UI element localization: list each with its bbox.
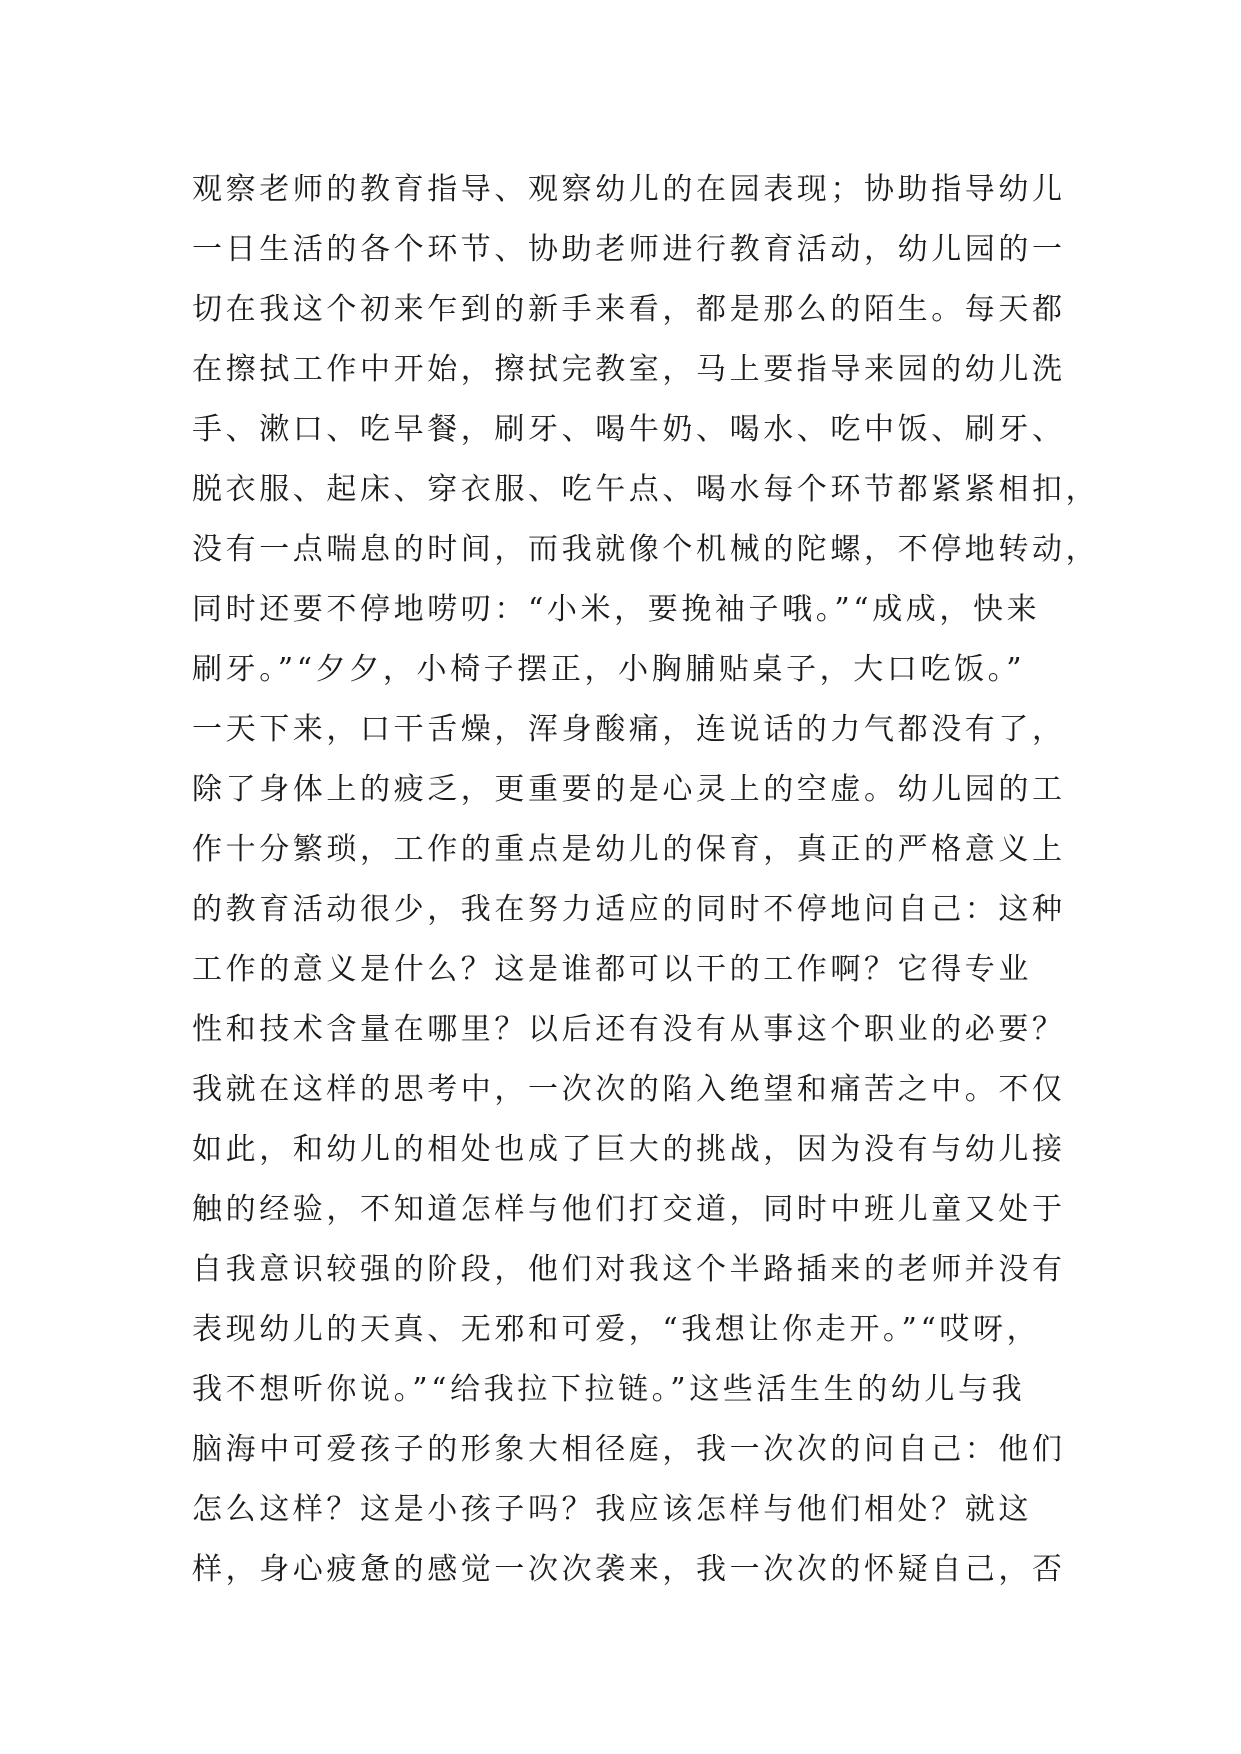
text-line: 的教育活动很少，我在努力适应的同时不停地问自己：这种 <box>192 892 1066 927</box>
text-line: 一天下来，口干舌燥，浑身酸痛，连说话的力气都没有了， <box>192 712 1066 747</box>
text-line: 同时还要不停地唠叨：“小米，要挽袖子哦。”“成成，快来 <box>192 592 1041 627</box>
text-line: 刷牙。”“夕夕，小椅子摆正，小胸脯贴桌子，大口吃饭。” <box>192 652 1026 687</box>
text-line: 怎么这样？这是小孩子吗？我应该怎样与他们相处？就这 <box>192 1492 1032 1527</box>
text-line: 一日生活的各个环节、协助老师进行教育活动，幼儿园的一 <box>192 232 1066 267</box>
text-line: 我不想听你说。”“给我拉下拉链。”这些活生生的幼儿与我 <box>192 1372 1026 1407</box>
text-line: 作十分繁琐，工作的重点是幼儿的保育，真正的严格意义上 <box>192 832 1066 867</box>
text-line: 脑海中可爱孩子的形象大相径庭，我一次次的问自己：他们 <box>192 1432 1066 1467</box>
text-line: 在擦拭工作中开始，擦拭完教室，马上要指导来园的幼儿洗 <box>192 352 1066 387</box>
text-line: 观察老师的教育指导、观察幼儿的在园表现；协助指导幼儿 <box>192 172 1066 207</box>
text-line: 样，身心疲惫的感觉一次次袭来，我一次次的怀疑自己，否 <box>192 1552 1066 1587</box>
text-line: 没有一点喘息的时间，而我就像个机械的陀螺，不停地转动， <box>192 532 1100 567</box>
body-text <box>192 160 1100 1600</box>
text-line: 除了身体上的疲乏，更重要的是心灵上的空虚。幼儿园的工 <box>192 772 1066 807</box>
text-line: 工作的意义是什么？这是谁都可以干的工作啊？它得专业 <box>192 952 1032 987</box>
text-line: 手、漱口、吃早餐，刷牙、喝牛奶、喝水、吃中饭、刷牙、 <box>192 412 1066 447</box>
text-line: 表现幼儿的天真、无邪和可爱，“我想让你走开。”“哎呀， <box>192 1312 1041 1347</box>
text-line: 如此，和幼儿的相处也成了巨大的挑战，因为没有与幼儿接 <box>192 1132 1066 1167</box>
text-line: 我就在这样的思考中，一次次的陷入绝望和痛苦之中。不仅 <box>192 1072 1066 1107</box>
text-line: 脱衣服、起床、穿衣服、吃午点、喝水每个环节都紧紧相扣， <box>192 472 1100 507</box>
text-line: 性和技术含量在哪里？以后还有没有从事这个职业的必要？ <box>192 1012 1066 1047</box>
text-line: 自我意识较强的阶段，他们对我这个半路插来的老师并没有 <box>192 1252 1066 1287</box>
text-line: 触的经验，不知道怎样与他们打交道，同时中班儿童又处于 <box>192 1192 1066 1227</box>
text-line: 切在我这个初来乍到的新手来看，都是那么的陌生。每天都 <box>192 292 1066 327</box>
